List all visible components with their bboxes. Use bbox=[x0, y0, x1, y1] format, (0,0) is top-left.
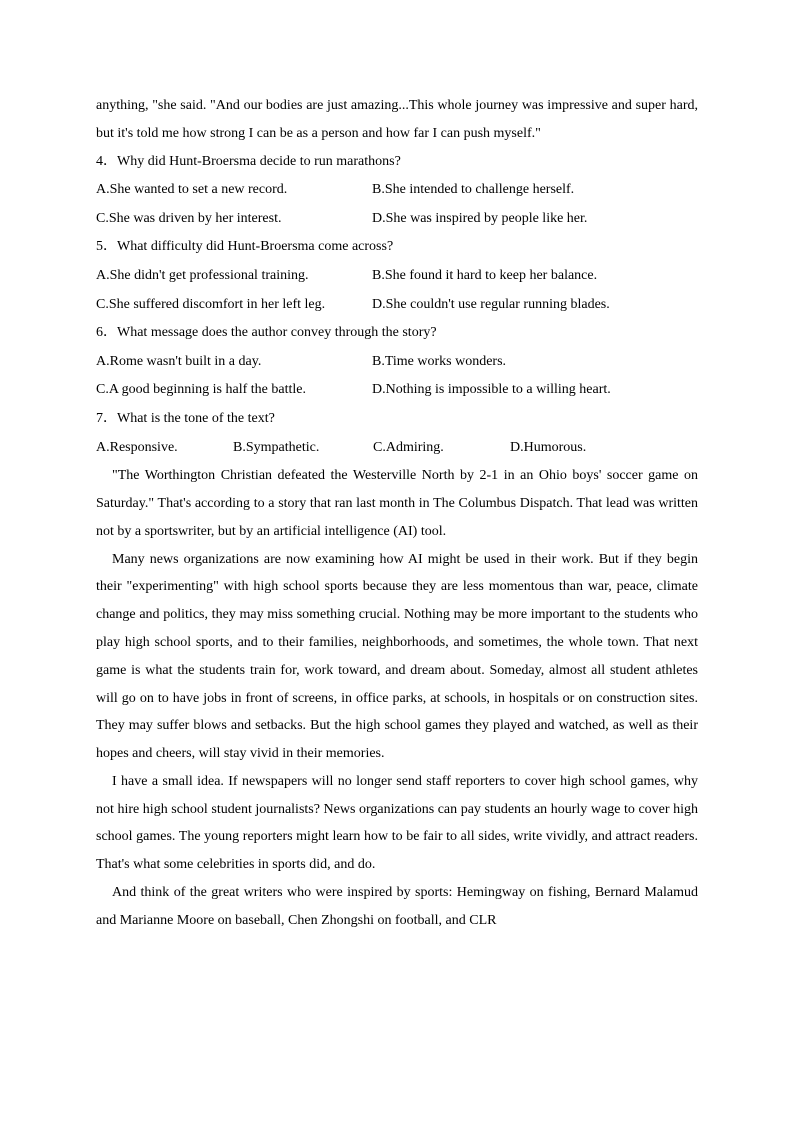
question-5-option-c[interactable]: C.She suffered discomfort in her left leg. bbox=[96, 296, 326, 312]
question-7-option-b[interactable]: B.Sympathetic. bbox=[233, 439, 320, 455]
question-6-option-c[interactable]: C.A good beginning is half the battle. bbox=[96, 382, 306, 398]
question-7-option-c[interactable]: C.Admiring. bbox=[373, 439, 444, 455]
question-7-stem: 7．What is the tone of the text? bbox=[96, 410, 275, 426]
question-5-options-row-1 bbox=[96, 262, 698, 291]
question-4-option-b[interactable]: B.She intended to challenge herself. bbox=[372, 182, 575, 198]
question-4-option-a[interactable]: A.She wanted to set a new record. bbox=[96, 182, 288, 198]
question-5-option-d[interactable]: D.She couldn't use regular running blades. bbox=[372, 296, 610, 312]
passage-1-ending: anything, "she said. "And our bodies are just amazing...This whole journey was impressive and super hard, but it's told me how strong I can be as a person and how far I can push myself." bbox=[96, 98, 698, 141]
question-5-options-row-2 bbox=[96, 291, 698, 320]
question-7-option-a[interactable]: A.Responsive. bbox=[96, 439, 178, 455]
question-4-options-row-2 bbox=[96, 205, 698, 234]
question-6-option-a[interactable]: A.Rome wasn't built in a day. bbox=[96, 353, 262, 369]
question-5-stem: 5．What difficulty did Hunt-Broersma come across? bbox=[96, 239, 394, 255]
passage-2-paragraph-2: Many news organizations are now examining how AI might be used in their work. But if they begin their "experimenting" with high school sports because they are less momentous than war, peace, climate change and politics, they may miss something crucial. Nothing may be more important to the students who play high school sports, and to their families, neighborhoods, and sometimes, the whole town. That next game is what the students train for, work toward, and dream about. Someday, almost all student athletes will go on to have jobs in front of screens, in office parks, at schools, in hospitals or on construction sites. They may suffer blows and setbacks. But the high school games they played and watched, as well as their hopes and cheers, will stay vivid in their memories. bbox=[96, 551, 698, 762]
question-4-option-d[interactable]: D.She was inspired by people like her. bbox=[372, 210, 588, 226]
passage-2-paragraph-1: "The Worthington Christian defeated the Westerville North by 2-1 in an Ohio boys' soccer game on Saturday." That's according to a story that ran last month in The Columbus Dispatch. That lead was written not by a sportswriter, but by an artificial intelligence (AI) tool. bbox=[96, 468, 698, 539]
question-5-option-b[interactable]: B.She found it hard to keep her balance. bbox=[372, 267, 598, 283]
exam-page bbox=[96, 92, 698, 935]
question-4-option-c[interactable]: C.She was driven by her interest. bbox=[96, 210, 282, 226]
question-6-options-row-1 bbox=[96, 348, 698, 377]
question-4-options-row-1 bbox=[96, 176, 698, 205]
question-6-option-b[interactable]: B.Time works wonders. bbox=[372, 353, 507, 369]
question-6-stem: 6．What message does the author convey through the story? bbox=[96, 325, 437, 341]
question-7-options-row bbox=[96, 434, 698, 463]
passage-2-paragraph-4: And think of the great writers who were inspired by sports: Hemingway on fishing, Bernard Malamud and Marianne Moore on baseball, Chen Zhongshi on football, and CLR bbox=[96, 885, 698, 928]
passage-2-paragraph-3: I have a small idea. If newspapers will no longer send staff reporters to cover high school games, why not hire high school student journalists? News organizations can pay students an hourly wage to cover high school games. The young reporters might learn how to be fair to all sides, write vividly, and attract readers. That's what some celebrities in sports did, and do. bbox=[96, 773, 698, 873]
question-7-option-d[interactable]: D.Humorous. bbox=[510, 439, 587, 455]
question-6-option-d[interactable]: D.Nothing is impossible to a willing heart. bbox=[372, 382, 611, 398]
question-5-option-a[interactable]: A.She didn't get professional training. bbox=[96, 267, 309, 283]
question-6-options-row-2 bbox=[96, 376, 698, 405]
question-4-stem: 4．Why did Hunt-Broersma decide to run marathons? bbox=[96, 153, 401, 169]
